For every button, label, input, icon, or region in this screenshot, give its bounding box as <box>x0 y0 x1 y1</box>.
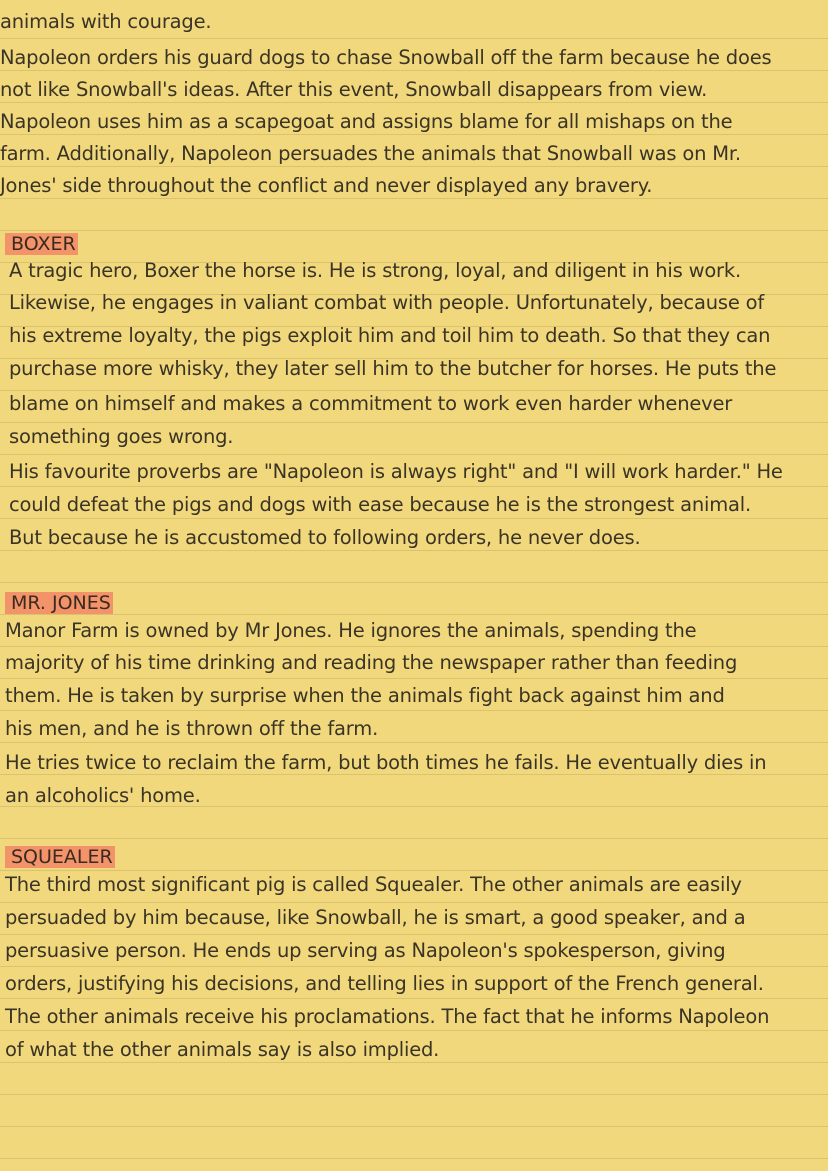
text-line: The third most significant pig is called Squealer. The other animals are easily <box>5 873 742 896</box>
section-heading: SQUEALER <box>5 846 115 868</box>
text-line: his men, and he is thrown off the farm. <box>5 717 379 740</box>
text-line: Likewise, he engages in valiant combat with people. Unfortunately, because of <box>9 291 765 314</box>
text-line: something goes wrong. <box>9 425 234 448</box>
text-line: A tragic hero, Boxer the horse is. He is strong, loyal, and diligent in his work. <box>9 259 741 282</box>
text-line: But because he is accustomed to following orders, he never does. <box>9 526 641 549</box>
text-line: an alcoholics' home. <box>5 784 201 807</box>
text-line: His favourite proverbs are "Napoleon is always right" and "I will work harder." He <box>9 460 783 483</box>
text-line: his extreme loyalty, the pigs exploit him and toil him to death. So that they can <box>9 324 771 347</box>
text-line: Napoleon orders his guard dogs to chase Snowball off the farm because he does <box>0 46 772 69</box>
text-line: farm. Additionally, Napoleon persuades the animals that Snowball was on Mr. <box>0 142 741 165</box>
section-heading: BOXER <box>5 233 78 255</box>
text-line: animals with courage. <box>0 10 212 33</box>
text-line: Manor Farm is owned by Mr Jones. He ignores the animals, spending the <box>5 619 697 642</box>
text-line: Jones' side throughout the conflict and never displayed any bravery. <box>0 174 653 197</box>
text-line: persuasive person. He ends up serving as Napoleon's spokesperson, giving <box>5 939 726 962</box>
text-line: persuaded by him because, like Snowball, he is smart, a good speaker, and a <box>5 906 746 929</box>
text-line: majority of his time drinking and reading the newspaper rather than feeding <box>5 651 738 674</box>
text-line: The other animals receive his proclamations. The fact that he informs Napoleon <box>5 1005 770 1028</box>
text-line: them. He is taken by surprise when the animals fight back against him and <box>5 684 725 707</box>
text-line: orders, justifying his decisions, and telling lies in support of the French general. <box>5 972 764 995</box>
text-line: of what the other animals say is also implied. <box>5 1038 440 1061</box>
text-line: could defeat the pigs and dogs with ease because he is the strongest animal. <box>9 493 752 516</box>
section-heading: MR. JONES <box>5 592 113 614</box>
text-line: purchase more whisky, they later sell him to the butcher for horses. He puts the <box>9 357 777 380</box>
text-line: not like Snowball's ideas. After this event, Snowball disappears from view. <box>0 78 708 101</box>
text-line: He tries twice to reclaim the farm, but both times he fails. He eventually dies in <box>5 751 767 774</box>
text-line: blame on himself and makes a commitment to work even harder whenever <box>9 392 733 415</box>
text-line: Napoleon uses him as a scapegoat and assigns blame for all mishaps on the <box>0 110 733 133</box>
